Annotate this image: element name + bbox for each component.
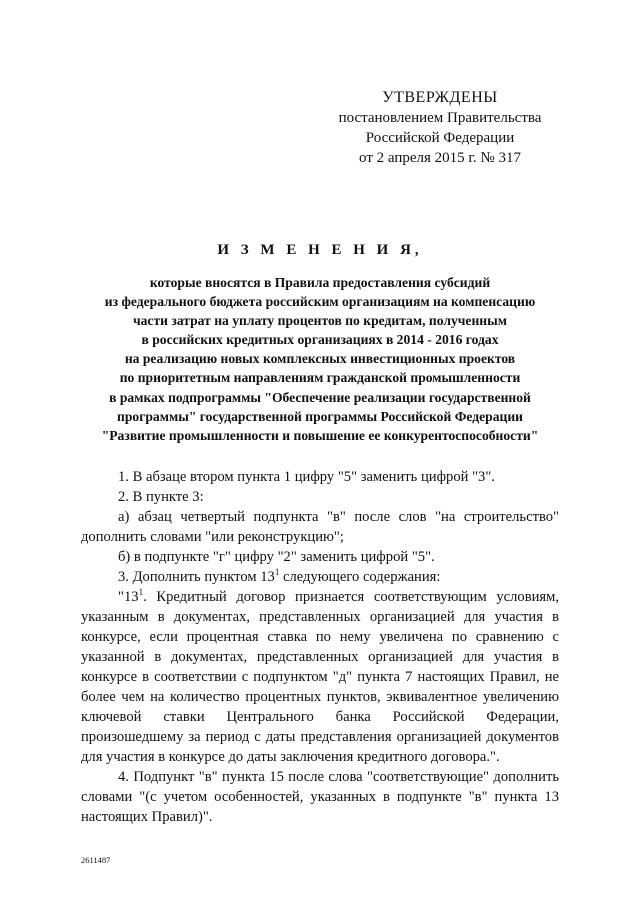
document-title: И З М Е Н Е Н И Я, [217,242,423,258]
subtitle-line: в рамках подпрограммы "Обеспечение реализации государственной [109,389,531,405]
subtitle-line: по приоритетным направлениям гражданской промышленности [119,370,521,386]
subtitle-line: на реализацию новых комплексных инвестиционных проектов [124,351,516,367]
subtitle-line: из федерального бюджета российским организациям на компенсацию [104,294,536,310]
approval-date: от 2 апреля 2015 г. № 317 [359,150,521,166]
approval-line: постановлением Правительства [338,110,542,126]
subtitle-line: "Развитие промышленности и повышение ее конкурентоспособности" [101,427,539,443]
paragraph-3-end: следующего содержания: [279,569,441,585]
quoted-clause [81,587,559,767]
paragraph-3-start: 3. Дополнить пунктом 13 [118,569,275,585]
paragraph-1: 1. В абзаце втором пункта 1 цифру "5" заменить цифрой "3". [118,469,495,485]
quoted-clause-number: "13 [118,589,139,605]
paragraph-2b: б) в подпункте "г" цифру "2" заменить цифрой "5". [118,549,435,565]
document-body [81,467,559,827]
paragraph-2a: а) абзац четвертый подпункта "в" после слов "на строительство" дополнить словами "или реконструкцию"; [81,509,559,545]
superscript: 1 [138,587,144,598]
approval-line: Российской Федерации [365,130,515,146]
approval-block [330,88,550,168]
subtitle-line: части затрат на уплату процентов по кредитам, полученным [132,313,508,329]
paragraph-4: 4. Подпункт "в" пункта 15 после слова "соответствующие" дополнить словами "(с учетом особенностей, указанных в подпункте "в" пункта 13 настоящих Правил)". [81,769,559,825]
superscript: 1 [274,567,280,578]
paragraph-3 [81,567,559,587]
subtitle-line: в российских кредитных организациях в 2014 - 2016 годах [141,332,499,348]
approval-heading: УТВЕРЖДЕНЫ [382,89,498,106]
paragraph-2: 2. В пункте 3: [118,489,204,505]
document-code: 2611487 [81,855,111,865]
document-subtitle [70,273,570,445]
subtitle-line: программы" государственной программы Российской Федерации [117,408,523,424]
quoted-clause-text: . Кредитный договор признается соответствующим условиям, указанным в документах, представленных организацией для участия в конкурсе, если процентная ставка по нему увеличена по сравнению с указанной в документах, представленных организацией для участия в конкурсе в соответствии с подпунктом "д" пункта 7 настоящих Правил, не более чем на количество процентных пунктов, эквивалентное увеличению ключевой ставки Центрального банка Российской Федерации, произошедшему за период с даты представления организацией документов для участия в конкурсе до даты заключения кредитного договора.". [81,589,559,765]
subtitle-line: которые вносятся в Правила предоставления субсидий [149,275,491,290]
